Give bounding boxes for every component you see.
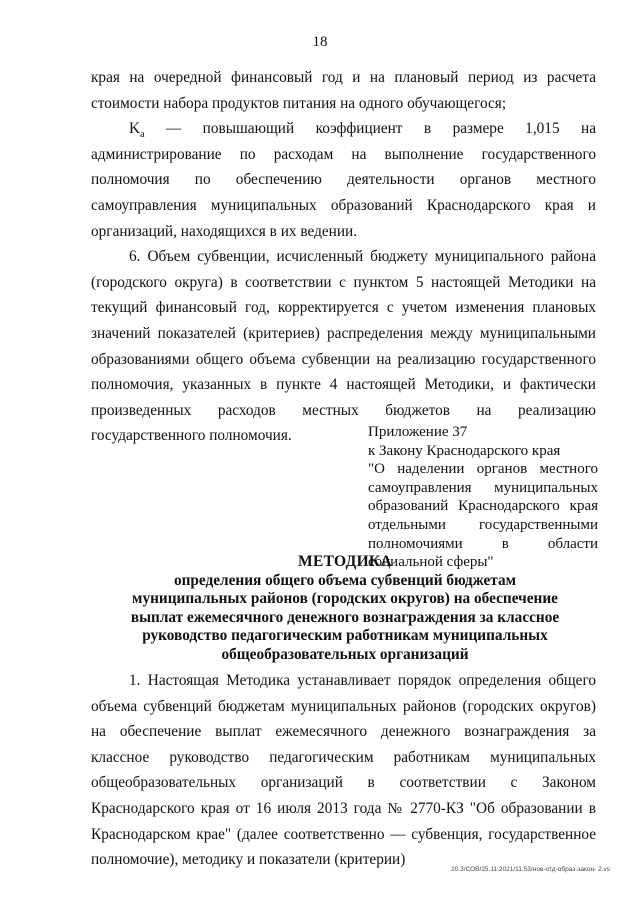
page-number: 18	[312, 34, 328, 50]
paragraph-item-1: 1. Настоящая Методика устанавливает порядок определения общего объема субвенций бюджетам муниципальных районов (городских округов) на обеспечение выплат ежемесячного денежного вознаграждения за классное руководство педагогическим работникам муниципальных общеобразовательных организаций в соответствии с Законом Краснодарского края от 16 июля 2013 года № 2770-КЗ "Об образовании в Краснодарском крае" (далее соответственно — субвенция, государственное полномочие), методику и показатели (критерии)	[91, 672, 596, 869]
appendix-heading	[368, 423, 598, 572]
coefficient-subscript: a	[140, 129, 145, 141]
methodology-text-block	[91, 668, 596, 873]
document-footer-code: 20.3/СОВ/25.11.2021/11.53/нов-отд-образ-закон- 2.vs	[451, 866, 610, 873]
title-subline: общеобразовательных организаций	[221, 645, 469, 663]
paragraph-food-cost: края на очередной финансовый год и на плановый период из расчета стоимости набора продуктов питания на одного обучающегося;	[91, 69, 596, 112]
methodology-title	[95, 553, 595, 665]
coefficient-text: — повышающий коэффициент в размере 1,015 на администрирование по расходам на выполнение государственного полномочия по обеспечению деятельности органов местного самоуправления муниципальных образований Краснодарского края и организаций, находящихся в их ведении.	[91, 120, 596, 240]
title-main: МЕТОДИКА	[298, 553, 392, 570]
coefficient-symbol: K	[129, 120, 141, 138]
paragraph-coefficient	[91, 116, 596, 244]
title-subline: руководство педагогическим работникам муниципальных	[142, 627, 548, 645]
appendix-law-title: "О наделении органов местного самоуправления муниципальных образований Краснодарского края отдельными государственными полномочиями в области социальной сферы"	[368, 461, 598, 571]
paragraph-item-6: 6. Объем субвенции, исчисленный бюджету муниципального района (городского округа) в соответствии с пунктом 5 настоящей Методики на текущий финансовый год, корректируется с учетом изменения плановых значений показателей (критериев) распределения между муниципальными образованиями общего объема субвенции на реализацию государственного полномочия, указанных в пункте 4 настоящей Методики, и фактически произведенных расходов местных бюджетов на реализацию государственного полномочия.	[91, 248, 596, 445]
title-subline: определения общего объема субвенций бюджетам	[173, 571, 517, 589]
appendix-law-reference: к Закону Краснодарского края	[368, 442, 561, 459]
top-text-block	[91, 65, 596, 449]
title-subline: выплат ежемесячного денежного вознаграждения за классное	[130, 608, 560, 626]
appendix-number: Приложение 37	[368, 424, 468, 440]
title-subline: муниципальных районов (городских округов) на обеспечение	[132, 590, 558, 608]
